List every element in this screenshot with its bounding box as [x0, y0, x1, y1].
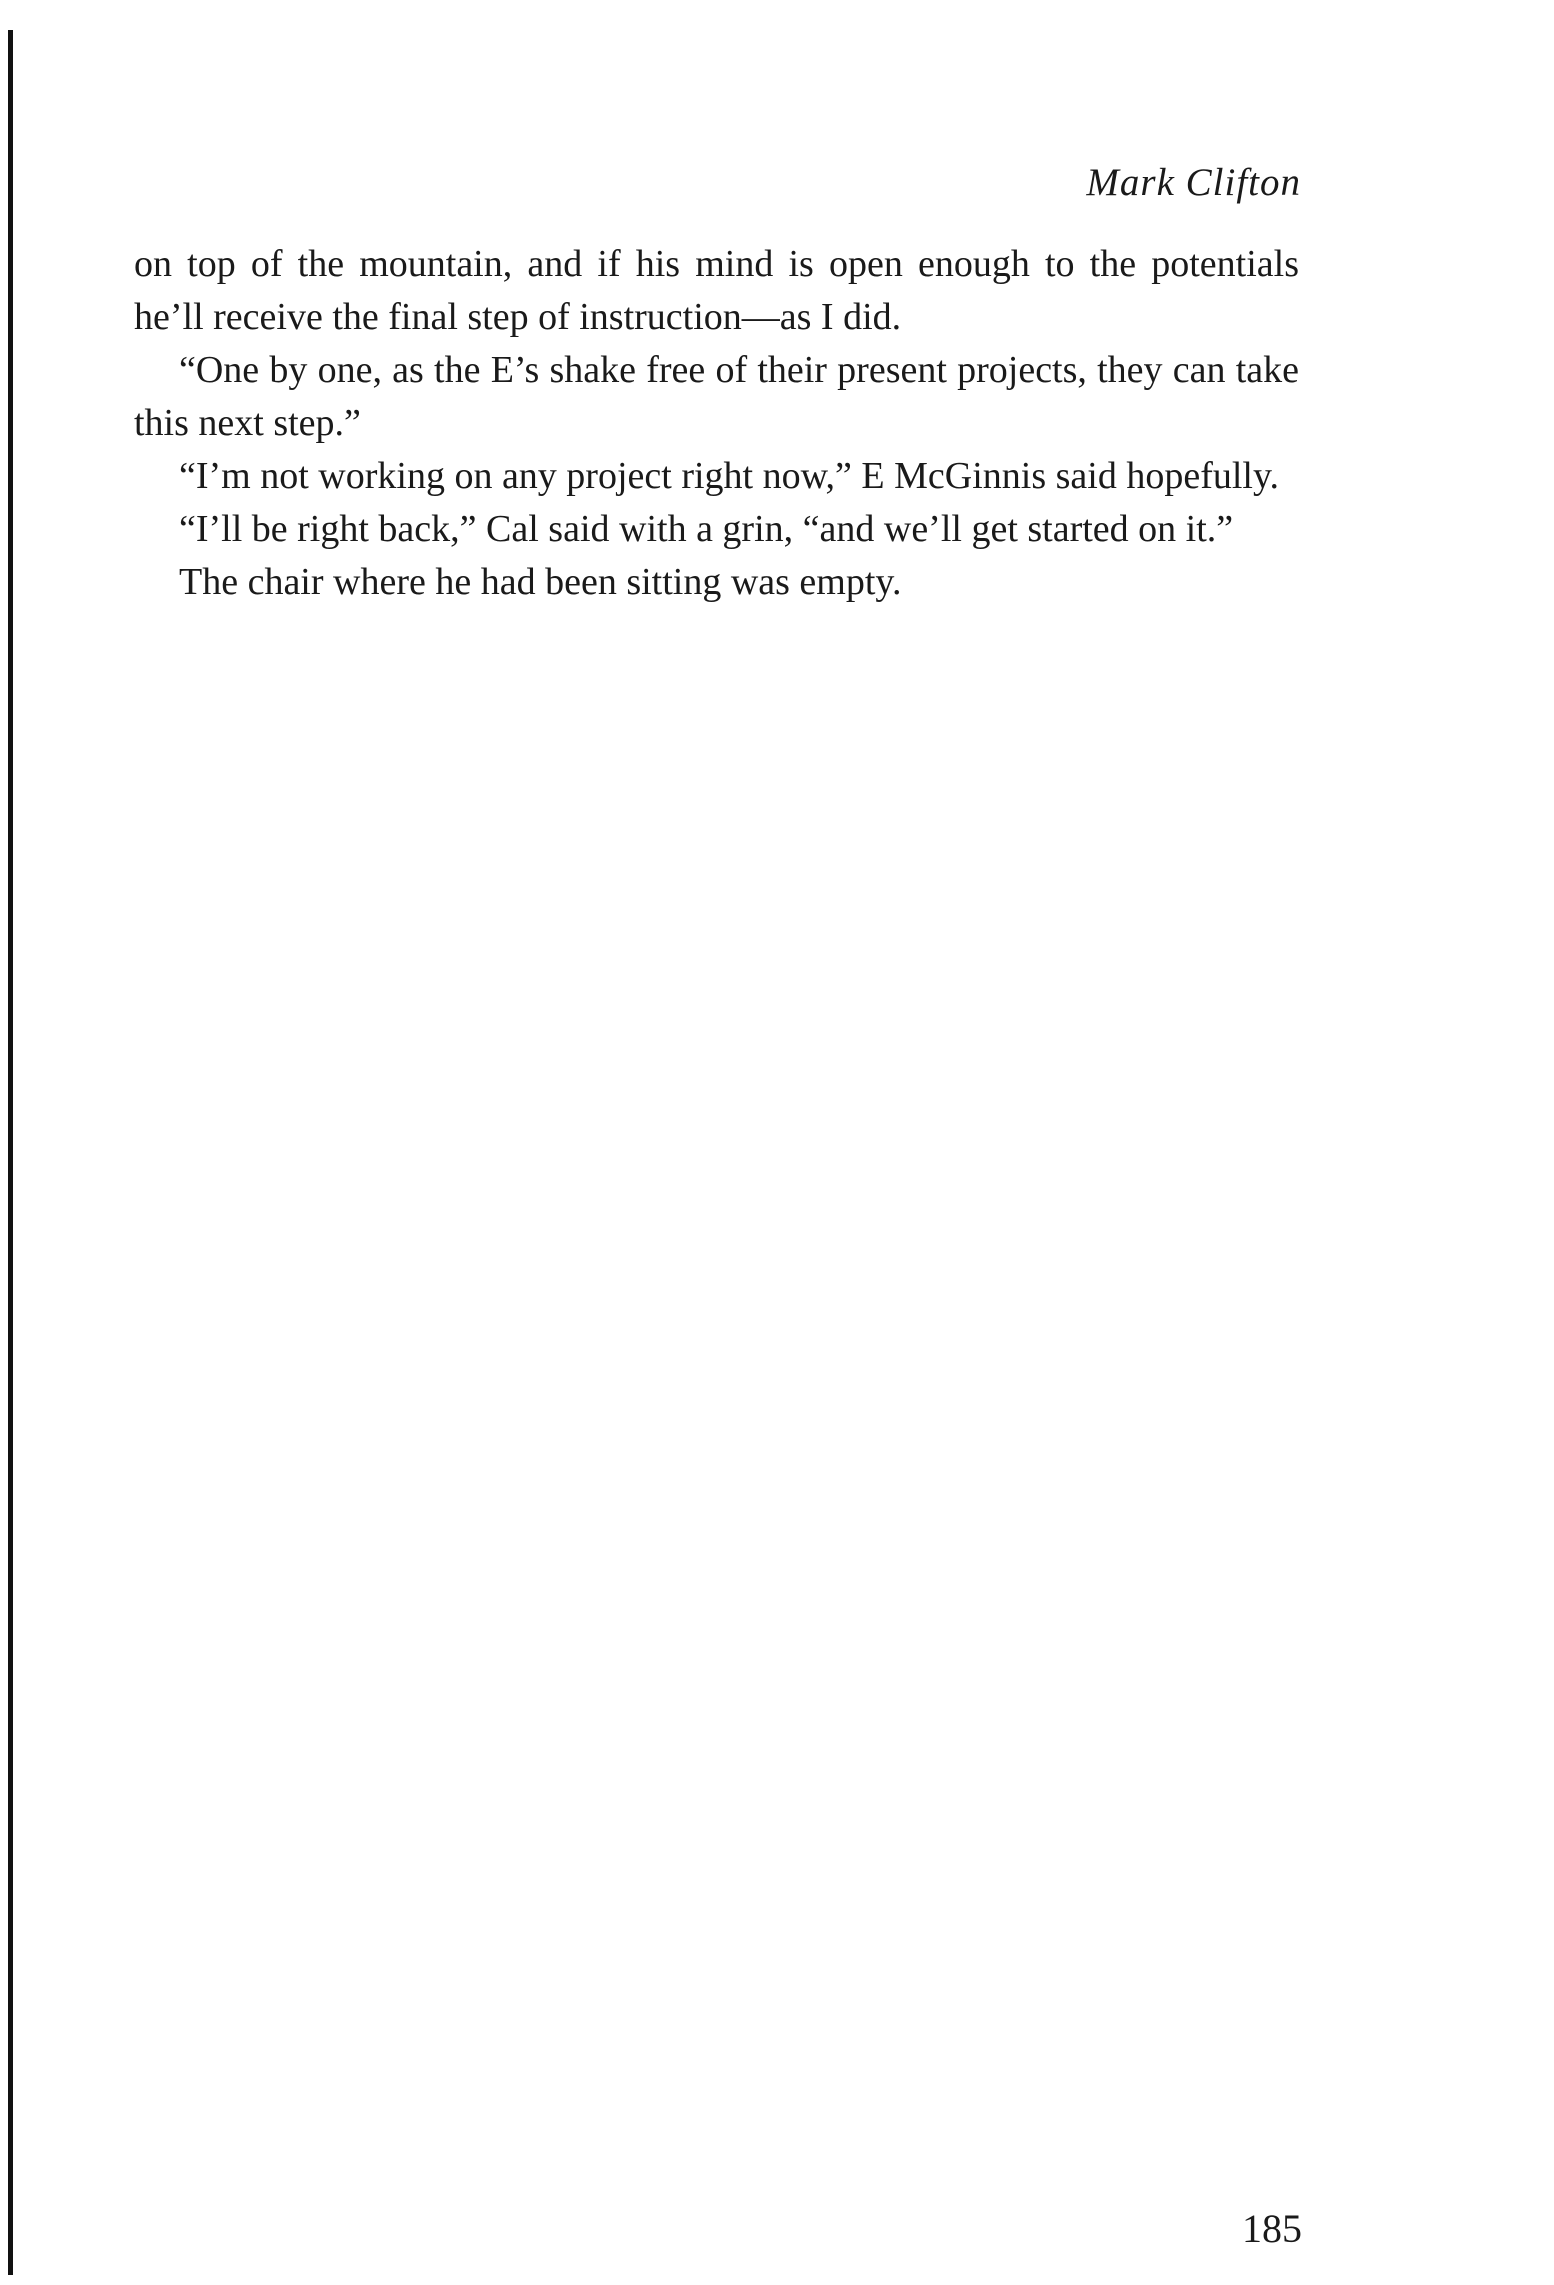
body-text — [134, 238, 1299, 609]
page-number: 185 — [1242, 2206, 1302, 2251]
paragraph-3: “I’m not working on any project right now,” E McGinnis said hopefully. — [179, 455, 1280, 497]
paragraph-2: “One by one, as the E’s shake free of their present projects, they can take this next step.” — [134, 349, 1299, 444]
paragraph-4: “I’ll be right back,” Cal said with a grin, “and we’ll get started on it.” — [179, 508, 1234, 550]
paragraph-1: on top of the mountain, and if his mind is open enough to the potentials he’ll receive the final step of instruction—as I did. — [134, 243, 1299, 338]
paragraph-5: The chair where he had been sitting was empty. — [179, 561, 902, 603]
running-head-author: Mark Clifton — [1086, 161, 1301, 204]
book-spine-edge — [8, 30, 13, 2275]
